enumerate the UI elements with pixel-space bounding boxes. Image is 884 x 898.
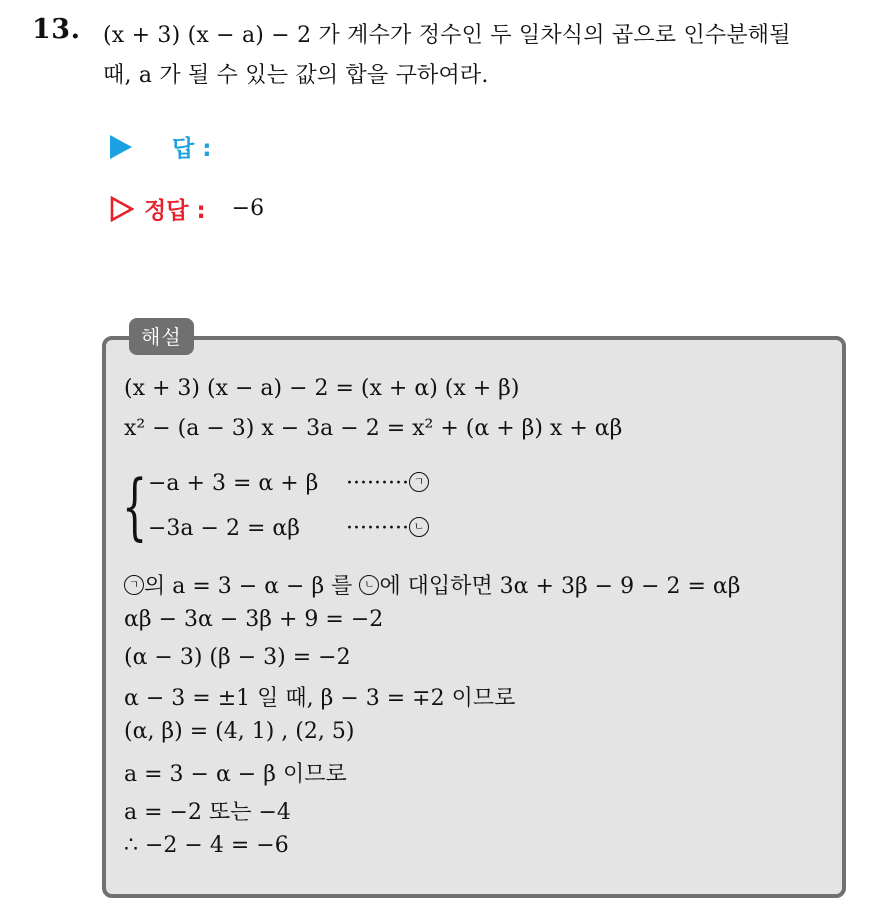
solution-line7: (α − 3) (β − 3) = −2 — [124, 645, 351, 670]
solution-line9: (α, β) = (4, 1) , (2, 5) — [124, 719, 355, 744]
system-eq2: −3a − 2 = αβ — [148, 516, 300, 541]
answer-label: 답 : — [172, 136, 212, 162]
solution-line5-end: 에 대입하면 3α + 3β − 9 − 2 = αβ — [379, 574, 741, 599]
question-number: 13. — [32, 14, 81, 45]
leader-dots: ········· — [346, 516, 409, 541]
solution-line10: a = 3 − α − β 이므로 — [124, 762, 347, 787]
solution-eq2: x² − (a − 3) x − 3a − 2 = x² + (α + β) x + αβ — [124, 416, 623, 441]
circled-giyeok-mark: ㄱ — [124, 575, 144, 595]
outline-triangle-icon — [110, 196, 134, 222]
solution-line12: ∴ −2 − 4 = −6 — [124, 833, 289, 858]
circled-nieun-mark: ㄴ — [409, 517, 429, 537]
solution-line5-mid: 의 a = 3 − α − β 를 — [144, 574, 360, 599]
answer-row — [110, 130, 211, 163]
system-eq2-marker — [346, 516, 429, 541]
correct-answer-value: −6 — [231, 196, 265, 221]
solution-line8: α − 3 = ±1 일 때, β − 3 = ∓2 이므로 — [124, 686, 516, 711]
circled-nieun-mark: ㄴ — [359, 575, 379, 595]
correct-answer-row — [110, 192, 264, 225]
solution-line11: a = −2 또는 −4 — [124, 800, 291, 825]
question-text-line1: (x + 3) (x − a) − 2 가 계수가 정수인 두 일차식의 곱으로 인수분해될 — [103, 23, 791, 48]
system-eq1-marker — [346, 471, 429, 496]
solution-tab: 해설 — [129, 318, 194, 355]
solution-line6: αβ − 3α − 3β + 9 = −2 — [124, 607, 384, 632]
solution-eq1: (x + 3) (x − a) − 2 = (x + α) (x + β) — [124, 376, 520, 401]
correct-answer-label: 정답 : — [144, 198, 206, 224]
play-triangle-icon — [110, 135, 132, 159]
solution-line5 — [124, 569, 741, 600]
system-brace: { — [122, 464, 148, 548]
question-text-line2: 때, a 가 될 수 있는 값의 합을 구하여라. — [103, 63, 489, 88]
system-eq1: −a + 3 = α + β — [148, 471, 319, 496]
circled-giyeok-mark: ㄱ — [409, 472, 429, 492]
leader-dots: ········· — [346, 471, 409, 496]
